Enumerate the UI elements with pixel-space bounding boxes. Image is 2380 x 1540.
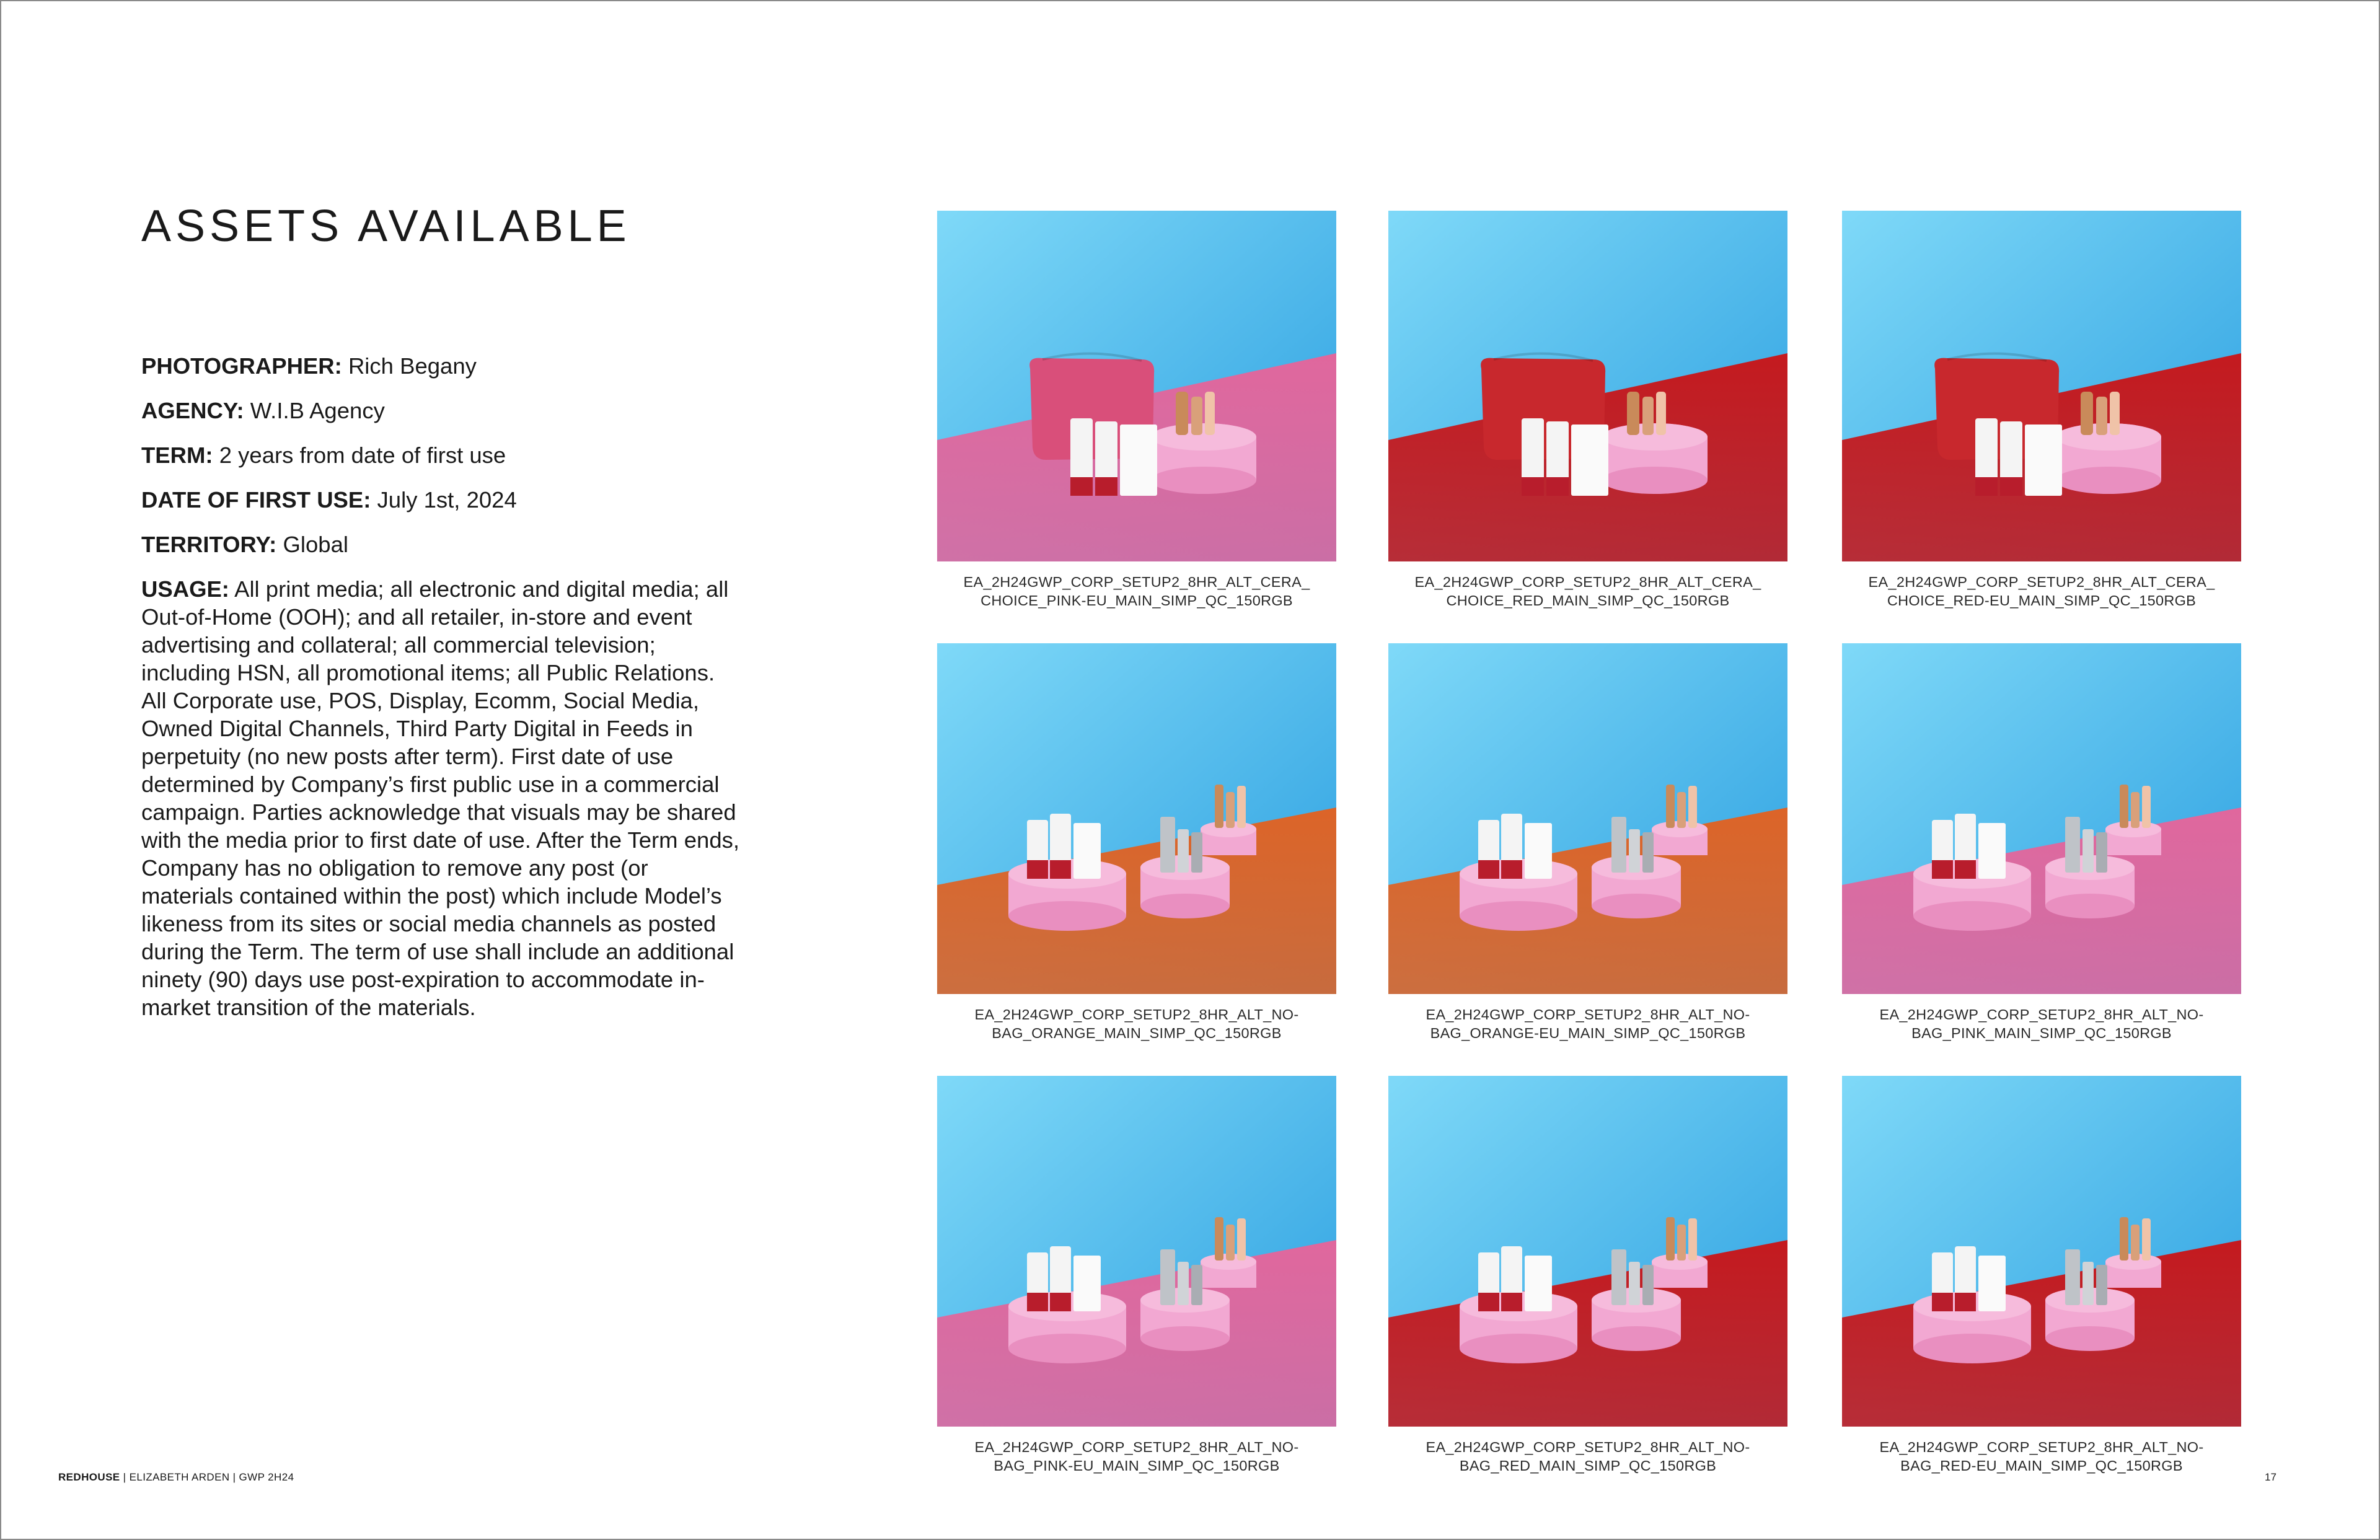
asset-filename	[1388, 1005, 1787, 1042]
asset-filename-line-1: EA_2H24GWP_CORP_SETUP2_8HR_ALT_NO-	[974, 1006, 1299, 1023]
footer-credit	[58, 1471, 294, 1484]
info-value: W.I.B Agency	[244, 398, 385, 423]
asset-tile	[1842, 211, 2241, 610]
asset-filename-line-1: EA_2H24GWP_CORP_SETUP2_8HR_ALT_CERA_	[1868, 574, 2215, 590]
info-value: All print media; all electronic and digital media; all Out-of-Home (OOH); and all retailer, in-store and event advertising and collateral; all commercial television; including HSN, all promotional items; all Public Relations. All Corporate use, POS, Display, Ecomm, Social Media, Owned Digital Channels, Third Party Digital in Feeds in perpetuity (no new posts after term). First date of use determined by Company’s first public use in a commercial campaign. Parties acknowledge that visuals may be shared with the media prior to first date of use. After the Term ends, Company has no obligation to remove any post (or materials contained within the post) which include Model’s likeness from its sites or social media channels as posted during the Term. The term of use shall include an additional ninety (90) days use post-expiration to accommodate in-market transition of the materials.	[141, 576, 740, 1020]
asset-filename-line-1: EA_2H24GWP_CORP_SETUP2_8HR_ALT_NO-	[1426, 1006, 1750, 1023]
asset-tile	[937, 1076, 1336, 1475]
info-label: USAGE:	[141, 576, 229, 602]
asset-filename-line-2: CHOICE_RED_MAIN_SIMP_QC_150RGB	[1446, 592, 1730, 609]
info-label: TERM:	[141, 442, 213, 468]
asset-filename-line-1: EA_2H24GWP_CORP_SETUP2_8HR_ALT_NO-	[974, 1439, 1299, 1455]
asset-filename-line-1: EA_2H24GWP_CORP_SETUP2_8HR_ALT_CERA_	[1414, 574, 1761, 590]
asset-tile	[1388, 643, 1787, 1042]
info-value: Global	[276, 532, 348, 557]
info-value: July 1st, 2024	[371, 487, 517, 513]
asset-tile	[1842, 643, 2241, 1042]
asset-photo	[1842, 1076, 2241, 1427]
asset-info-block	[141, 352, 743, 1038]
asset-filename	[1388, 1438, 1787, 1475]
asset-photo	[937, 1076, 1336, 1427]
asset-filename-line-1: EA_2H24GWP_CORP_SETUP2_8HR_ALT_NO-	[1426, 1439, 1750, 1455]
info-date-first-use	[141, 486, 743, 514]
info-label: PHOTOGRAPHER:	[141, 353, 342, 379]
asset-filename-line-2: BAG_RED-EU_MAIN_SIMP_QC_150RGB	[1900, 1458, 2183, 1474]
info-usage	[141, 575, 743, 1021]
asset-tile	[937, 211, 1336, 610]
asset-photo	[1842, 643, 2241, 994]
asset-tile	[1842, 1076, 2241, 1475]
asset-photo	[1842, 211, 2241, 561]
info-value: Rich Begany	[342, 353, 477, 379]
page-title: ASSETS AVAILABLE	[141, 201, 631, 251]
asset-photo	[937, 643, 1336, 994]
asset-filename-line-2: BAG_ORANGE-EU_MAIN_SIMP_QC_150RGB	[1430, 1025, 1746, 1041]
info-label: AGENCY:	[141, 398, 244, 423]
info-photographer	[141, 352, 743, 380]
asset-filename-line-2: BAG_RED_MAIN_SIMP_QC_150RGB	[1459, 1458, 1717, 1474]
asset-filename-line-2: BAG_ORANGE_MAIN_SIMP_QC_150RGB	[992, 1025, 1282, 1041]
asset-filename-line-2: CHOICE_PINK-EU_MAIN_SIMP_QC_150RGB	[981, 592, 1293, 609]
asset-filename-line-1: EA_2H24GWP_CORP_SETUP2_8HR_ALT_NO-	[1879, 1439, 2204, 1455]
asset-filename	[1842, 1005, 2241, 1042]
info-label: DATE OF FIRST USE:	[141, 487, 371, 513]
asset-photo	[937, 211, 1336, 561]
asset-filename-line-1: EA_2H24GWP_CORP_SETUP2_8HR_ALT_CERA_	[963, 574, 1310, 590]
info-label: TERRITORY:	[141, 532, 277, 557]
footer-brand: REDHOUSE	[58, 1471, 120, 1483]
info-territory	[141, 530, 743, 558]
asset-filename-line-2: BAG_PINK-EU_MAIN_SIMP_QC_150RGB	[994, 1458, 1280, 1474]
info-value: 2 years from date of first use	[213, 442, 506, 468]
asset-filename	[1842, 573, 2241, 610]
asset-photo	[1388, 643, 1787, 994]
page-number: 17	[2265, 1471, 2276, 1483]
asset-filename	[937, 1005, 1336, 1042]
asset-filename-line-1: EA_2H24GWP_CORP_SETUP2_8HR_ALT_NO-	[1879, 1006, 2204, 1023]
asset-photo	[1388, 211, 1787, 561]
asset-photo	[1388, 1076, 1787, 1427]
asset-filename	[1388, 573, 1787, 610]
footer-text: | ELIZABETH ARDEN | GWP 2H24	[120, 1471, 294, 1483]
asset-tile	[1388, 1076, 1787, 1475]
asset-filename	[1842, 1438, 2241, 1475]
asset-tile	[1388, 211, 1787, 610]
asset-filename-line-2: BAG_PINK_MAIN_SIMP_QC_150RGB	[1911, 1025, 2172, 1041]
asset-filename	[937, 573, 1336, 610]
info-agency	[141, 397, 743, 425]
asset-tile	[937, 643, 1336, 1042]
asset-filename	[937, 1438, 1336, 1475]
asset-filename-line-2: CHOICE_RED-EU_MAIN_SIMP_QC_150RGB	[1887, 592, 2197, 609]
info-term	[141, 441, 743, 469]
